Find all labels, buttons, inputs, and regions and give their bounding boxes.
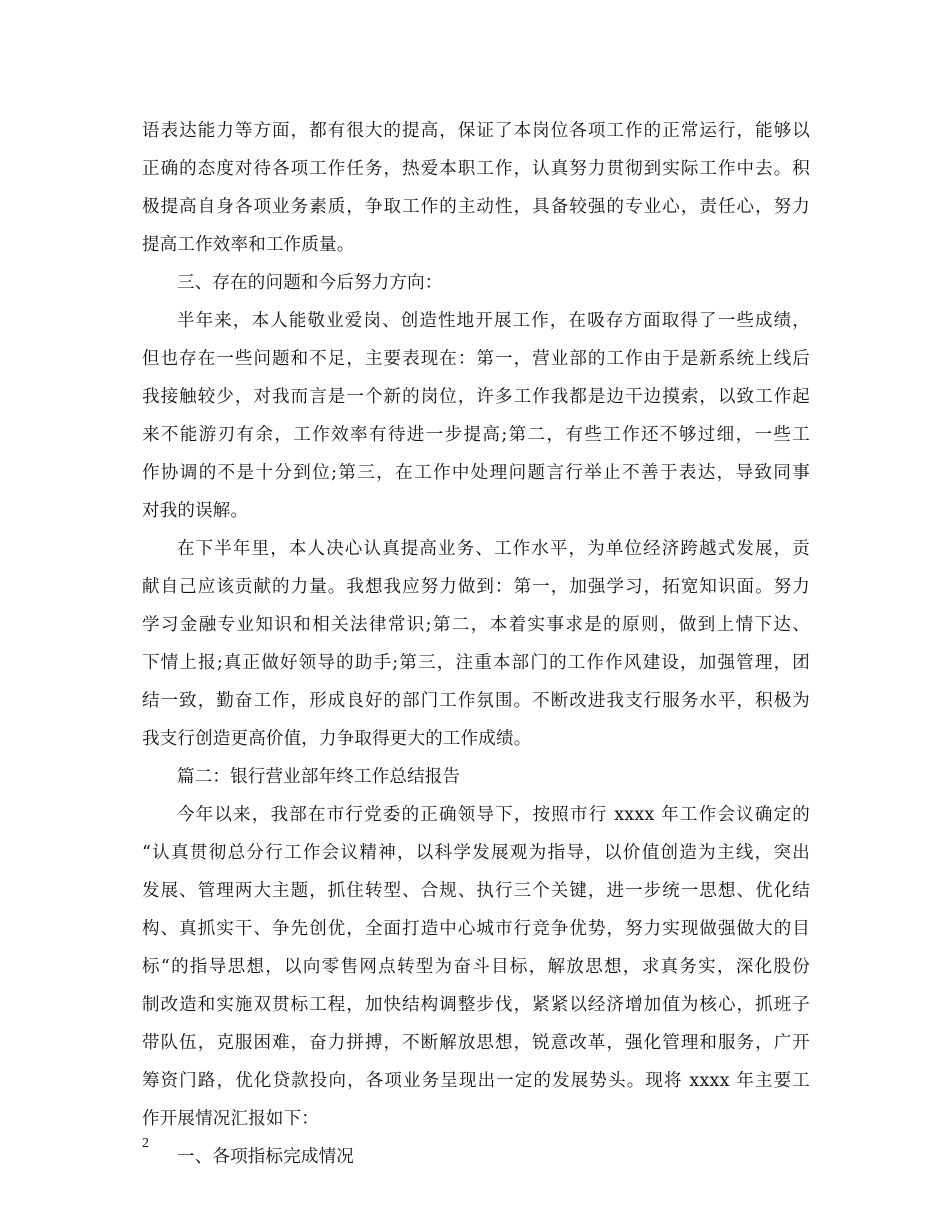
text-line: 下情上报;真正做好领导的助手;第三，注重本部门的工作作风建设，加强管理，团 — [142, 653, 810, 673]
text-line: “认真贯彻总分行工作会议精神，以科学发展观为指导，以价值创造为主线，突出 — [142, 843, 810, 863]
text-line: 献自己应该贡献的力量。我想我应努力做到：第一，加强学习，拓宽知识面。努力 — [142, 577, 810, 597]
text-line: 极提高自身各项业务素质，争取工作的主动性，具备较强的专业心，责任心，努力 — [142, 197, 810, 217]
text-line: 发展、管理两大主题，抓住转型、合规、执行三个关键，进一步统一思想、优化结 — [142, 881, 810, 901]
text-line: 今年以来，我部在市行党委的正确领导下，按照市行 xxxx 年工作会议确定的 — [177, 805, 810, 825]
text-line: 三、存在的问题和今后努力方向： — [177, 273, 443, 293]
text-line: 构、真抓实干、争先创优，全面打造中心城市行竞争优势，努力实现做强做大的目 — [142, 919, 810, 939]
text-line: 正确的态度对待各项工作任务，热爱本职工作，认真努力贯彻到实际工作中去。积 — [142, 159, 810, 179]
text-line: 带队伍，克服困难，奋力拼搏，不断解放思想，锐意改革，强化管理和服务，广开 — [142, 1033, 810, 1053]
text-line: 我支行创造更高价值，力争取得更大的工作成绩。 — [142, 729, 532, 749]
text-line: 作开展情况汇报如下： — [142, 1109, 319, 1129]
text-line: 结一致，勤奋工作，形成良好的部门工作氛围。不断改进我支行服务水平，积极为 — [142, 691, 810, 711]
document-body — [142, 112, 810, 1176]
text-line: 标“的指导思想，以向零售网点转型为奋斗目标，解放思想，求真务实，深化股份 — [142, 957, 810, 977]
text-line: 学习金融专业知识和相关法律常识;第二，本着实事求是的原则，做到上情下达、 — [142, 615, 810, 635]
text-line: 制改造和实施双贯标工程，加快结构调整步伐，紧紧以经济增加值为核心，抓班子 — [142, 995, 810, 1015]
text-line: 作协调的不是十分到位;第三，在工作中处理问题言行举止不善于表达，导致同事 — [142, 463, 810, 483]
text-line: 半年来，本人能敬业爱岗、创造性地开展工作，在吸存方面取得了一些成绩， — [177, 311, 810, 331]
text-line: 来不能游刃有余，工作效率有待进一步提高;第二，有些工作还不够过细，一些工 — [142, 425, 810, 445]
text-line: 篇二：银行营业部年终工作总结报告 — [177, 767, 461, 787]
text-line: 提高工作效率和工作质量。 — [142, 235, 355, 255]
text-line: 但也存在一些问题和不足，主要表现在：第一，营业部的工作由于是新系统上线后 — [142, 349, 810, 369]
text-line: 筹资门路，优化贷款投向，各项业务呈现出一定的发展势头。现将 xxxx 年主要工 — [142, 1071, 810, 1091]
text-line: 对我的误解。 — [142, 501, 249, 521]
text-line: 在下半年里，本人决心认真提高业务、工作水平，为单位经济跨越式发展，贡 — [177, 539, 810, 559]
page-number: 2 — [142, 1136, 149, 1151]
text-line: 语表达能力等方面，都有很大的提高，保证了本岗位各项工作的正常运行，能够以 — [142, 121, 810, 141]
text-line: 一、各项指标完成情况 — [177, 1147, 354, 1167]
text-line: 我接触较少，对我而言是一个新的岗位，许多工作我都是边干边摸索，以致工作起 — [142, 387, 810, 407]
